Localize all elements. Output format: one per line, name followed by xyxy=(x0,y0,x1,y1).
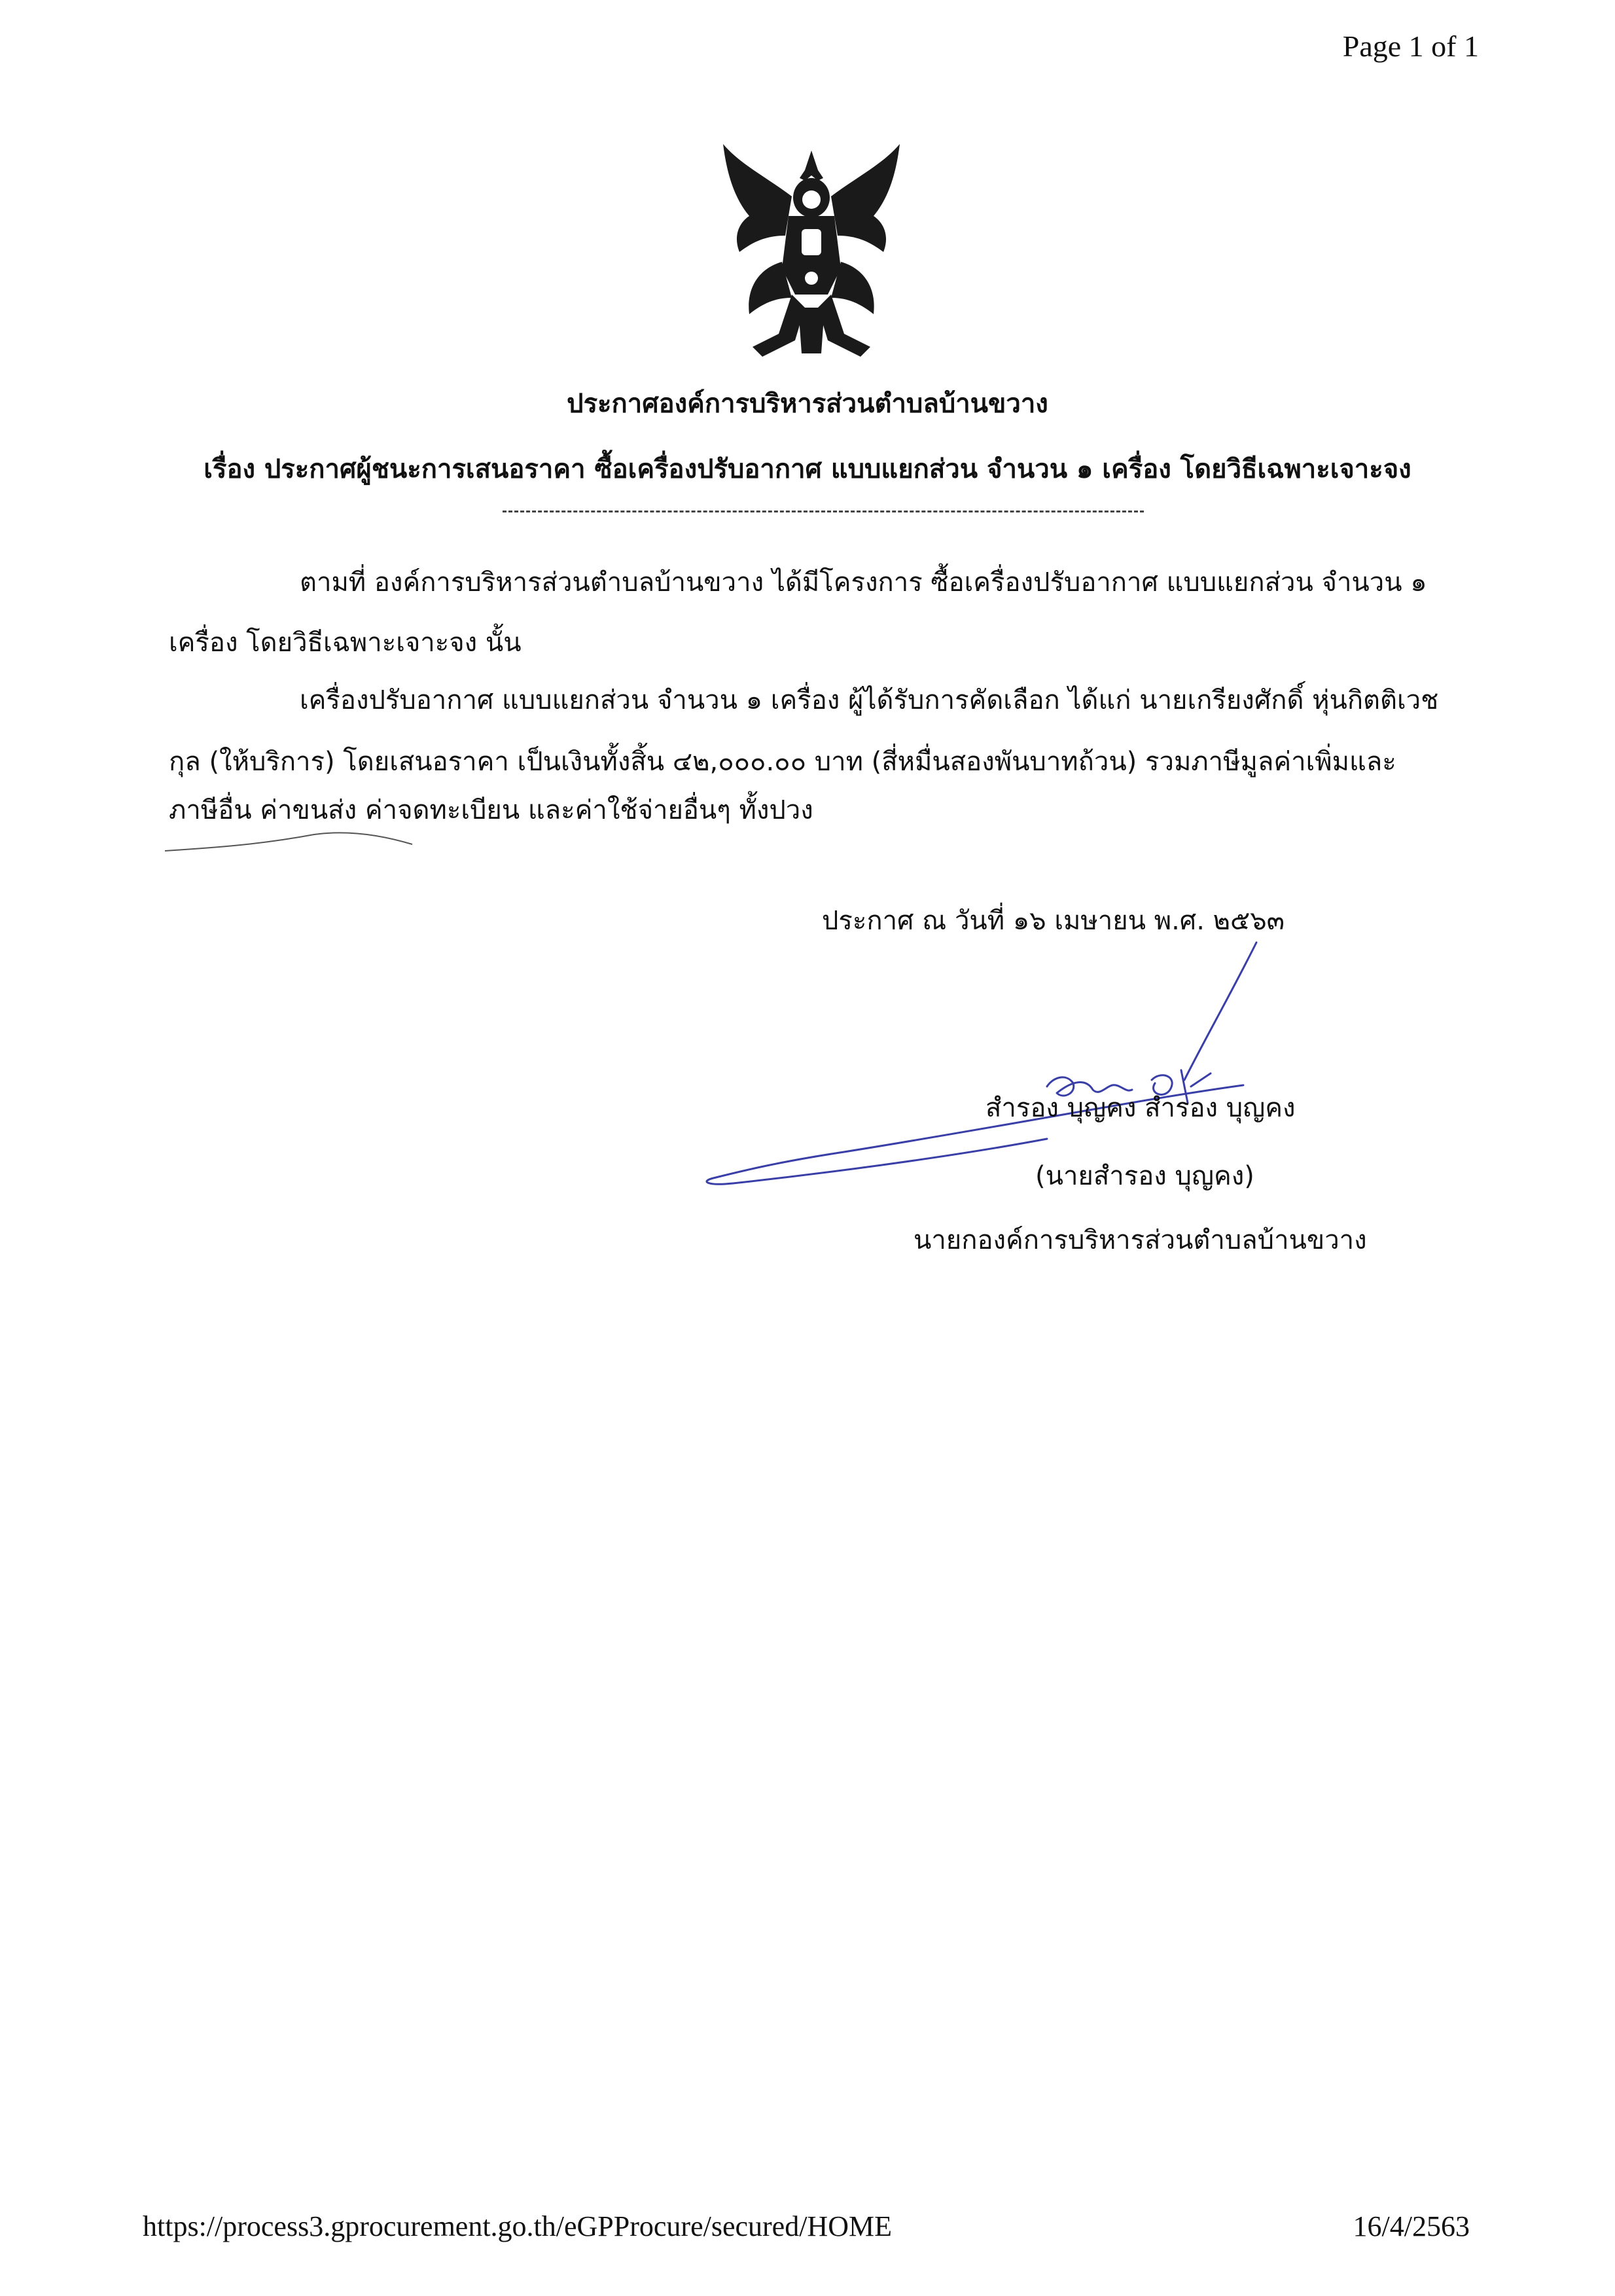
page-number: Page 1 of 1 xyxy=(1342,29,1479,63)
footer-date: 16/4/2563 xyxy=(1353,2210,1470,2242)
announcement-date: ประกาศ ณ วันที่ ๑๖ เมษายน พ.ศ. ๒๕๖๓ xyxy=(822,906,1285,936)
signatory-name-inline: สำรอง บุญคง สำรอง บุญคง xyxy=(985,1093,1296,1123)
dashed-separator xyxy=(503,511,1144,512)
footer-url: https://process3.gprocurement.go.th/eGPProcure/secured/HOME xyxy=(143,2210,892,2242)
pen-mark xyxy=(164,818,425,857)
paragraph-2-line-3: ภาษีอื่น ค่าขนส่ง ค่าจดทะเบียน และค่าใช้จ่ายอื่นๆ ทั้งปวง xyxy=(169,795,813,825)
announcement-subject: เรื่อง ประกาศผู้ชนะการเสนอราคา ซื้อเครื่องปรับอากาศ แบบแยกส่วน จำนวน ๑ เครื่อง โดยวิธีเฉพาะเจาะจง xyxy=(204,454,1411,484)
signatory-name: (นายสำรอง บุญคง) xyxy=(1035,1161,1254,1191)
paragraph-1-line-1: ตามที่ องค์การบริหารส่วนตำบลบ้านขวาง ได้มีโครงการ ซื้อเครื่องปรับอากาศ แบบแยกส่วน จำนวน ๑ xyxy=(300,567,1427,598)
handwritten-signature-icon xyxy=(681,929,1374,1204)
garuda-emblem-icon xyxy=(713,137,910,373)
signatory-position: นายกองค์การบริหารส่วนตำบลบ้านขวาง xyxy=(914,1225,1367,1255)
paragraph-1-line-2: เครื่อง โดยวิธีเฉพาะเจาะจง นั้น xyxy=(169,628,522,658)
announcement-title: ประกาศองค์การบริหารส่วนตำบลบ้านขวาง xyxy=(567,389,1048,419)
paragraph-2-line-1: เครื่องปรับอากาศ แบบแยกส่วน จำนวน ๑ เครื่อง ผู้ได้รับการคัดเลือก ได้แก่ นายเกรียงศักดิ์ หุ่นกิตติเวช xyxy=(300,685,1439,715)
paragraph-2-line-2: กุล (ให้บริการ) โดยเสนอราคา เป็นเงินทั้งสิ้น ๔๒,๐๐๐.๐๐ บาท (สี่หมื่นสองพันบาทถ้วน) รวมภาษีมูลค่าเพิ่มและ xyxy=(169,747,1396,777)
